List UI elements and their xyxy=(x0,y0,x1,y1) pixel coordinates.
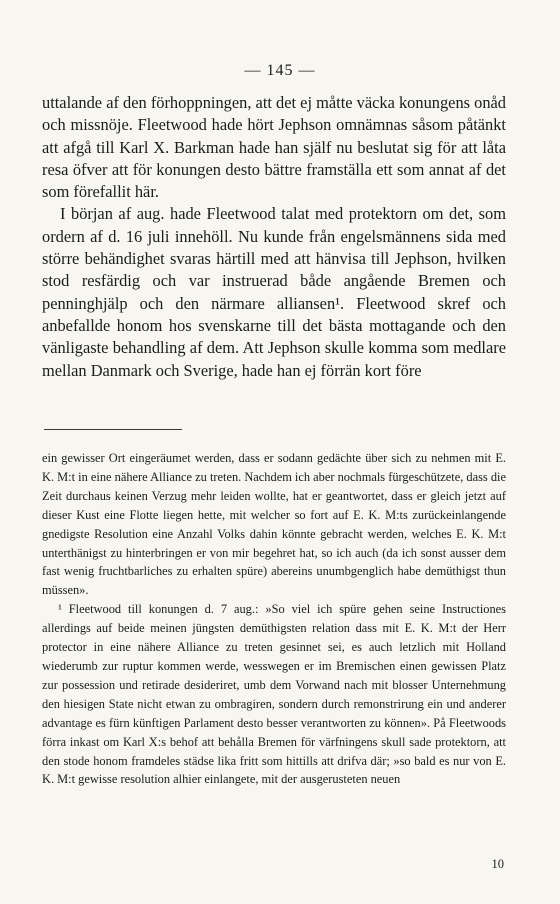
page-number: — 145 — xyxy=(244,62,316,79)
footnote-divider xyxy=(44,429,182,430)
main-paragraph-1: uttalande af den förhoppningen, att det ej måtte väcka konungens onåd och missnöje. Fleetwood hade hört Jephson omnämnas såsom påtänkt att afgå till Karl X. Barkman hade han själf nu beslutat sig för att låta resa öfver att för konungen desto bättre framställa ett som annat af det som förefallit här. xyxy=(42,93,506,202)
footnote-1: ¹ Fleetwood till konungen d. 7 aug.: »So viel ich spüre gehen seine Instructiones allerdings auf beide meinen jüngsten demüthigsten relation dass mit E. K. M:t der Herr protector in eine nähere Alliance zu treten gesinnet sei, es auch letzlich mit Holland wiederumb zur ruptur kommen werde, wesswegen er im Bremischen einen gewissen Platz zur possession und retirade desideriret, umb dem Vorwand nach mit blosser Unternehmung den hiesigen State nicht etwan zu ombragiren, sondern durch remonstrirung ein und anderer advantage es fürn künftigen Parlament desto besser verantworten zu können». På Fleetwoods förra inkast om Karl X:s behof att behålla Bremen för värfningens skull sade protektorn, att den stode honom framdeles städse lika fritt som hittills att drifva där; »so bald es nur von E. K. M:t gewisse resolution alhier einlangete, mit der ausgerusteten neuen xyxy=(42,602,506,787)
printer-signature-mark: 10 xyxy=(491,857,504,871)
main-paragraph-2: I början af aug. hade Fleetwood talat med protektorn om det, som ordern af d. 16 juli innehöll. Nu kunde från engelsmännens sida med större behändighet svaras härtill med att hänvisa till Jephson, hvilken stod resfärdig och var instruerad både angående Bremen och penninghjälp och den närmare alliansen¹. Fleetwood skref och anbefallde honom hos svenskarne till det bästa mottagande och den vänligaste behandling af dem. Att Jephson skulle komma som medlare mellan Danmark och Sverige, hade han ej förrän kort före xyxy=(42,204,506,380)
footnote-continuation: ein gewisser Ort eingeräumet werden, dass er sodann gedächte über sich zu nehmen mit E. K. M:t in eine nähere Alliance zu treten. Nachdem ich aber nochmals fürgeschützete, dass die Zeit durchaus keinen Verzug mehr leiden wollte, hat er geantwortet, dass er gleich jetzt auf dieser Kust eine Flotte liegen hette, mit welcher so fort auf E. K. M:ts zurückeinlangende gnedigste Resolution eine Anzahl Volks dahin könnte gebracht werden, welches E. K. M:t unterthänigst zu hinterbringen er von mir begehret hat, so ich auch (da ich sonst ausser dem fast wenig fruchtbarliches zu erhalten spüre) abereins unumbgenglich habe demüthigst thun müssen». xyxy=(42,451,506,598)
footnotes xyxy=(42,449,506,789)
main-text xyxy=(42,92,506,382)
